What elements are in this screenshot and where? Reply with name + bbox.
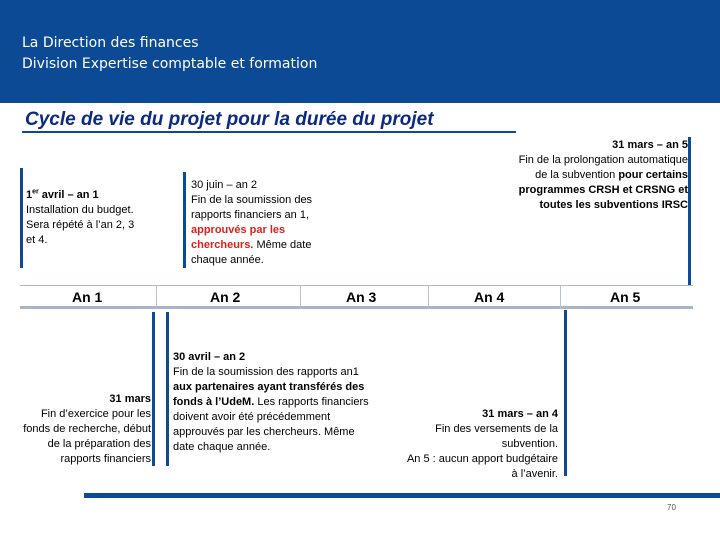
event-apr30-date: 30 avril – an 2: [173, 351, 246, 363]
year-label-3: An 3: [346, 289, 377, 305]
event-jun30: [191, 178, 341, 268]
event-mar31-y4-note: An 5 : aucun apport budgétaire à l’avenir.: [406, 453, 558, 480]
footer-rule: [84, 493, 720, 498]
marker-mar31-y4: [564, 310, 567, 476]
title-underline: [22, 131, 516, 133]
year-label-4: An 4: [474, 289, 505, 305]
event-jun30-text: Fin de la soumission des rapports financiers an 1,: [191, 194, 313, 221]
header-banner: [0, 0, 720, 103]
event-jun30-highlight: approuvés par les chercheurs.: [191, 224, 286, 251]
event-mar31-y5-bold: pour certains programmes CRSH et CRSNG et toutes les subventions IRSC: [518, 169, 688, 211]
event-apr1-text: Installation du budget. Sera répété à l’an 2, 3 et 4.: [26, 204, 135, 246]
event-mar31-date: 31 mars: [109, 393, 151, 405]
timeline-divider: [428, 285, 429, 309]
event-apr1: [26, 188, 146, 248]
page-number: 70: [667, 503, 676, 512]
header-department: La Direction des finances: [22, 35, 199, 51]
marker-mar31: [152, 312, 155, 466]
event-mar31-y4-text: Fin des versements de la subvention.: [435, 423, 558, 450]
header-division: Division Expertise comptable et formation: [22, 56, 318, 72]
marker-mar31-y5: [688, 137, 691, 287]
timeline-divider: [156, 285, 157, 309]
event-mar31-text: Fin d’exercice pour les fonds de recherche, début de la préparation des rapports financiers: [23, 408, 151, 465]
event-mar31-y4: [398, 407, 558, 482]
marker-apr1: [20, 168, 23, 268]
marker-apr30: [166, 312, 169, 466]
event-jun30-text-after: Même date chaque année.: [191, 239, 312, 266]
event-apr30-text-after: Les rapports financiers doivent avoir été précédemment approuvés par les chercheurs. Même date chaque année.: [173, 396, 369, 453]
year-label-1: An 1: [72, 289, 103, 305]
event-apr30: [173, 350, 373, 455]
event-apr30-bold: aux partenaires ayant transférés des fonds à l’UdeM.: [173, 381, 365, 408]
timeline-divider: [300, 285, 301, 309]
year-label-5: An 5: [610, 289, 641, 305]
timeline-divider: [560, 285, 561, 309]
marker-jun30: [183, 172, 186, 268]
event-mar31-y5: [508, 138, 688, 213]
event-mar31-y4-date: 31 mars – an 4: [482, 408, 558, 420]
year-label-2: An 2: [210, 289, 241, 305]
page-title: Cycle de vie du projet pour la durée du projet: [25, 109, 434, 130]
event-apr30-text: Fin de la soumission des rapports an1: [173, 366, 359, 378]
event-mar31: [22, 392, 151, 467]
event-mar31-y5-date: 31 mars – an 5: [612, 139, 688, 151]
event-jun30-date: 30 juin – an 2: [191, 179, 258, 191]
event-apr1-date: 1er avril – an 1: [26, 188, 99, 201]
event-mar31-y5-text: Fin de la prolongation automatique de la subvention: [518, 154, 688, 181]
